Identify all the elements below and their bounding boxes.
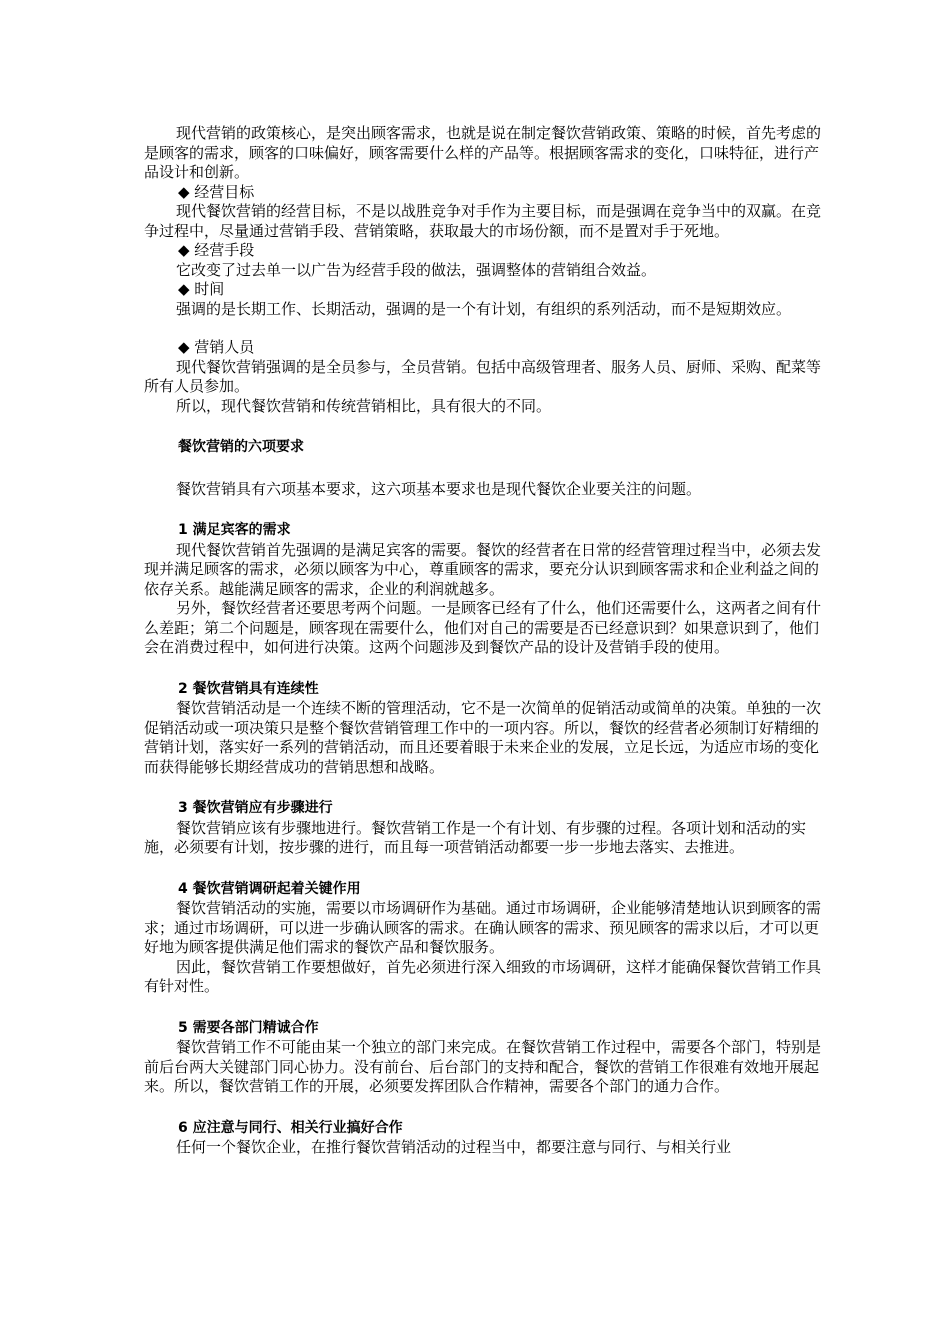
paragraph-requirement-5: 餐饮营销工作不可能由某一个独立的部门来完成。在餐饮营销工作过程中，需要各个部门，特别是前后台两大关键部门同心协力。没有前台、后台部门的支持和配合，餐饮的营销工作很难有效地开展起来。所以，餐饮营销工作的开展，必须要发挥团队合作精神，需要各个部门的通力合作。 [144, 1038, 822, 1095]
paragraph-conclusion: 所以，现代餐饮营销和传统营销相比，具有很大的不同。 [176, 396, 552, 415]
heading-requirement-3: 3 餐饮营销应有步骤进行 [178, 800, 333, 816]
paragraph-requirement-6: 任何一个餐饮企业，在推行餐饮营销活动的过程当中，都要注意与同行、与相关行业 [176, 1138, 732, 1156]
paragraph-requirement-2: 餐饮营销活动是一个连续不断的管理活动，它不是一次简单的促销活动或简单的决策。单独的一次促销活动或一项决策只是整个餐饮营销管理工作中的一项内容。所以，餐饮的经营者必须制订好精细的营销计划，落实好一系列的营销活动，而且还要着眼于未来企业的发展，立足长远，为适应市场的变化而获得能够长期经营成功的营销思想和战略。 [144, 699, 822, 776]
paragraph-policy-core: 现代营销的政策核心，是突出顾客需求，也就是说在制定餐饮营销政策、策略的时候，首先考虑的是顾客的需求，顾客的口味偏好，顾客需要什么样的产品等。根据顾客需求的变化，口味特征，进行产品设计和创新。 [144, 124, 822, 181]
heading-requirement-4: 4 餐饮营销调研起着关键作用 [178, 880, 361, 897]
section-heading-six-requirements: 餐饮营销的六项要求 [178, 439, 304, 455]
bullet-business-means: ◆ 经营手段 [178, 241, 255, 259]
heading-requirement-6: 6 应注意与同行、相关行业搞好合作 [178, 1119, 403, 1136]
paragraph-time: 强调的是长期工作、长期活动，强调的是一个有计划，有组织的系列活动，而不是短期效应。 [176, 299, 792, 318]
heading-requirement-5: 5 需要各部门精诚合作 [178, 1019, 319, 1036]
paragraph-requirement-3: 餐饮营销应该有步骤地进行。餐饮营销工作是一个有计划、有步骤的过程。各项计划和活动的实施，必须要有计划，按步骤的进行，而且每一项营销活动都要一步一步地去落实、去推进。 [144, 818, 807, 856]
paragraph-marketing-staff: 现代餐饮营销强调的是全员参与，全员营销。包括中高级管理者、服务人员、厨师、采购、配菜等所有人员参加。 [144, 357, 822, 395]
paragraph-business-means: 它改变了过去单一以广告为经营手段的做法，强调整体的营销组合效益。 [176, 260, 657, 279]
paragraph-requirement-4b: 因此，餐饮营销工作要想做好，首先必须进行深入细致的市场调研，这样才能确保餐饮营销工作具有针对性。 [144, 957, 822, 995]
paragraph-business-goal: 现代餐饮营销的经营目标，不是以战胜竞争对手作为主要目标，而是强调在竞争当中的双赢。在竞争过程中，尽量通过营销手段、营销策略，获取最大的市场份额，而不是置对手于死地。 [144, 202, 822, 240]
bullet-business-goal: ◆ 经营目标 [178, 182, 255, 201]
bullet-marketing-staff: ◆ 营销人员 [178, 338, 255, 356]
heading-requirement-2: 2 餐饮营销具有连续性 [178, 680, 319, 697]
document-body [144, 124, 824, 1158]
heading-requirement-1: 1 满足宾客的需求 [178, 522, 291, 538]
paragraph-six-requirements-intro: 餐饮营销具有六项基本要求，这六项基本要求也是现代餐饮企业要关注的问题。 [176, 479, 702, 498]
bullet-time: ◆ 时间 [178, 280, 225, 298]
paragraph-requirement-1a: 现代餐饮营销首先强调的是满足宾客的需要。餐饮的经营者在日常的经营管理过程当中，必须去发现并满足顾客的需求，必须以顾客为中心，尊重顾客的需求，要充分认识到顾客需求和企业利益之间的依存关系。越能满足顾客的需求，企业的利润就越多。 [144, 540, 822, 598]
paragraph-requirement-4a: 餐饮营销活动的实施，需要以市场调研作为基础。通过市场调研，企业能够清楚地认识到顾客的需求；通过市场调研，可以进一步确认顾客的需求。在确认顾客的需求、预见顾客的需求以后，才可以更好地为顾客提供满足他们需求的餐饮产品和餐饮服务。 [144, 899, 822, 956]
paragraph-requirement-1b: 另外，餐饮经营者还要思考两个问题。一是顾客已经有了什么，他们还需要什么，这两者之间有什么差距；第二个问题是，顾客现在需要什么，他们对自己的需要是否已经意识到？如果意识到了，他们会在消费过程中，如何进行决策。这两个问题涉及到餐饮产品的设计及营销手段的使用。 [144, 599, 822, 656]
